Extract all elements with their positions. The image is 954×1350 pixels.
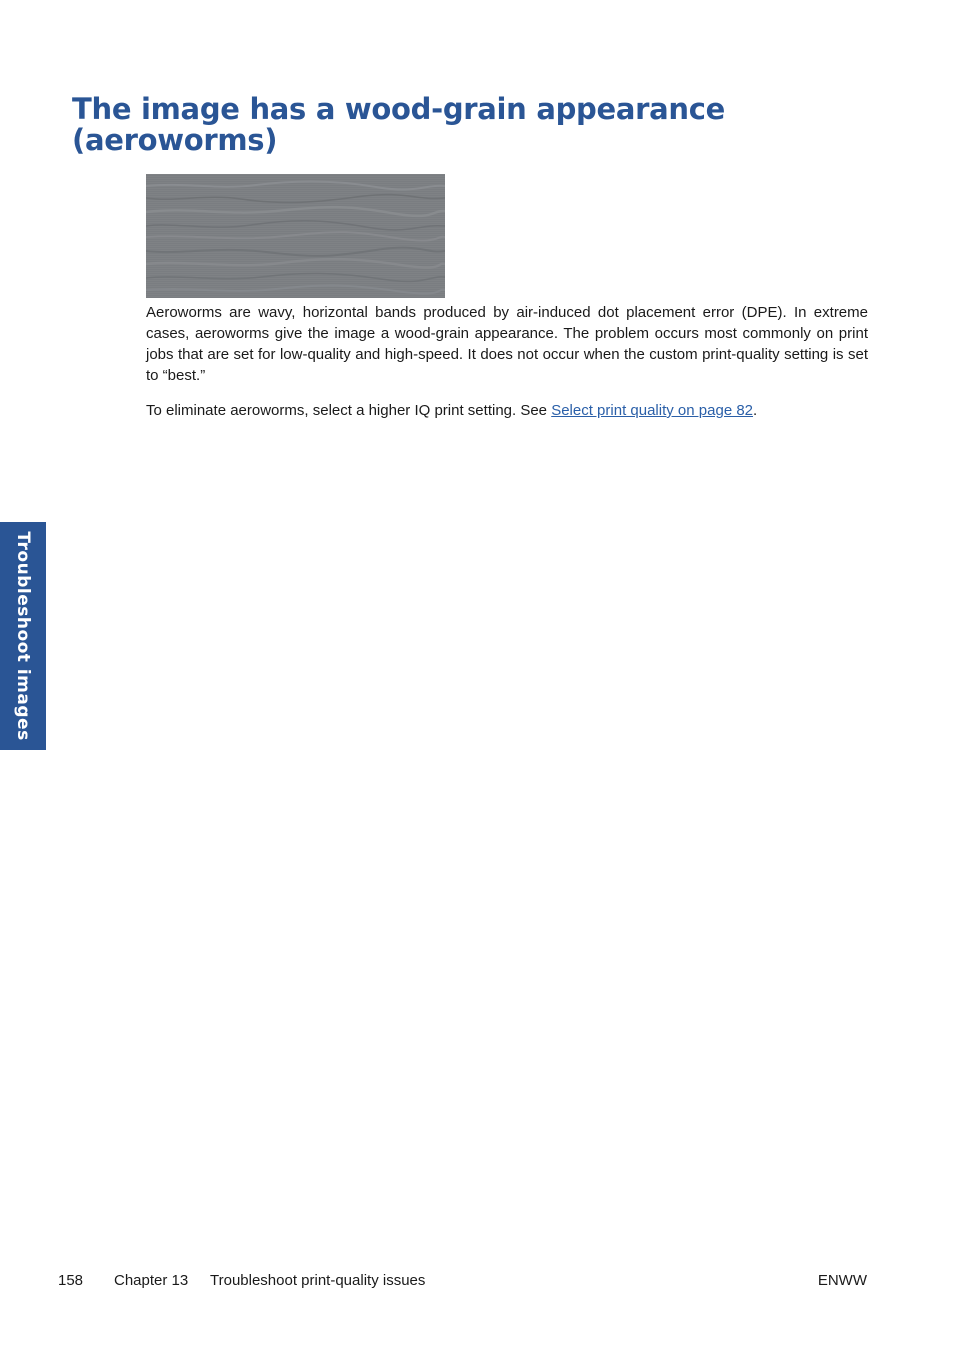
footer-locale-code: ENWW <box>817 1272 867 1289</box>
footer-chapter: Chapter 13 <box>114 1272 189 1289</box>
solution-period: . <box>753 402 758 419</box>
page-title <box>72 94 872 156</box>
solution-text: To eliminate aeroworms, select a higher IQ print setting. See <box>146 402 552 419</box>
side-tab-label: Troubleshoot images <box>13 531 33 741</box>
solution-paragraph <box>146 400 868 421</box>
page-title-line-1: The image has a wood-grain appearance <box>72 92 726 126</box>
aeroworms-sample-image <box>146 174 445 298</box>
chapter-side-tab <box>0 522 46 750</box>
description-paragraph: Aeroworms are wavy, horizontal bands produced by air-induced dot placement error (DPE). In extreme cases, aeroworms give the image a wood-grain appearance. The problem occurs most commonly on print jobs that are set for low-quality and high-speed. It does not occur when the custom print-quality setting is set to “best.” <box>146 304 868 384</box>
select-print-quality-link[interactable]: Select print quality on page 82 <box>551 402 754 419</box>
footer-section-title: Troubleshoot print-quality issues <box>210 1272 426 1289</box>
page-title-line-2: (aeroworms) <box>72 123 278 157</box>
footer-page-number: 158 <box>58 1272 84 1289</box>
